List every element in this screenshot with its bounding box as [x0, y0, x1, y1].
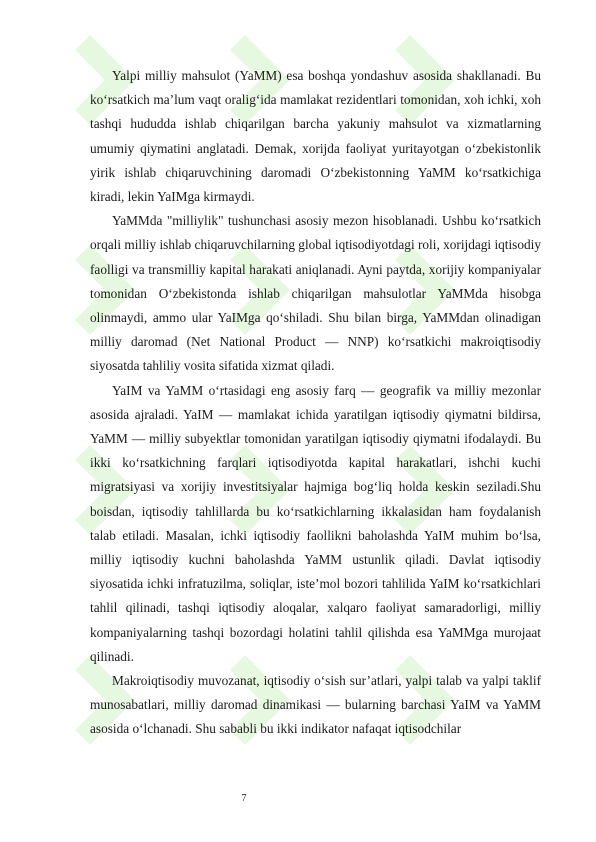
- body-text: [90, 64, 541, 742]
- page-number: 7: [241, 793, 247, 804]
- paragraph: Makroiqtisodiy muvozanat, iqtisodiy o‘sish sur’atlari, yalpi talab va yalpi taklif munosabatlari, milliy daromad dinamikasi — bularning barchasi YaIM va YaMM asosida o‘lchanadi. Shu sababli bu ikki indikator nafaqat iqtisodchilar: [90, 673, 541, 737]
- paragraph: YaIM va YaMM o‘rtasidagi eng asosiy farq — geografik va milliy mezonlar asosida ajraladi. YaIM — mamlakat ichida yaratilgan iqtisodiy qiymatni bildirsa, YaMM — milliy subyektlar tomonidan yaratilgan iqtisodiy qiymatni ifodalaydi. Bu ikki ko‘rsatkichning farqlari iqtisodiyotda kapital harakatlari, ishchi kuchi migratsiyasi va xorijiy investitsiyalar hajmiga bog‘liq holda keskin seziladi.Shu boisdan, iqtisodiy tahlillarda bu ko‘rsatkichlarning ikkalasidan ham foydalanish talab etiladi. Masalan, ichki iqtisodiy faollikni baholashda YaIM muhim bo‘lsa, milliy iqtisodiy kuchni baholashda YaMM ustunlik qiladi. Davlat iqtisodiy siyosatida ichki infratuzilma, soliqlar, iste’mol bozori tahlilida YaIM ko‘rsatkichlari tahlil qilinadi, tashqi iqtisodiy aloqalar, xalqaro faoliyat samaradorligi, milliy kompaniyalarning tashqi bozordagi holatini tahlil qilishda esa YaMMga murojaat qilinadi.: [90, 382, 541, 664]
- paragraph: YaMMda "milliylik" tushunchasi asosiy mezon hisoblanadi. Ushbu ko‘rsatkich orqali milliy ishlab chiqaruvchilarning global iqtisodiyotdagi roli, xorijdagi iqtisodiy faolligi va transmilliy kapital harakati aniqlanadi. Ayni paytda, xorijiy kompaniyalar tomonidan O‘zbekistonda ishlab chiqarilgan mahsulotlar YaMMda hisobga olinmaydi, ammo ular YaIMga qo‘shiladi. Shu bilan birga, YaMMdan olinadigan milliy daromad (Net National Product — NNP) ko‘rsatkichi makroiqtisodiy siyosatda tahliliy vosita sifatida xizmat qiladi.: [90, 213, 541, 374]
- paragraph: Yalpi milliy mahsulot (YaMM) esa boshqa yondashuv asosida shakllanadi. Bu ko‘rsatkich ma’lum vaqt oralig‘ida mamlakat rezidentlari tomonidan, xoh ichki, xoh tashqi hududda ishlab chiqarilgan barcha yakuniy mahsulot va xizmatlarning umumiy qiymatini anglatadi. Demak, xorijda faoliyat yuritayotgan o‘zbekistonlik yirik ishlab chiqaruvchining daromadi O‘zbekistonning YaMM ko‘rsatkichiga kiradi, lekin YaIMga kirmaydi.: [90, 68, 541, 205]
